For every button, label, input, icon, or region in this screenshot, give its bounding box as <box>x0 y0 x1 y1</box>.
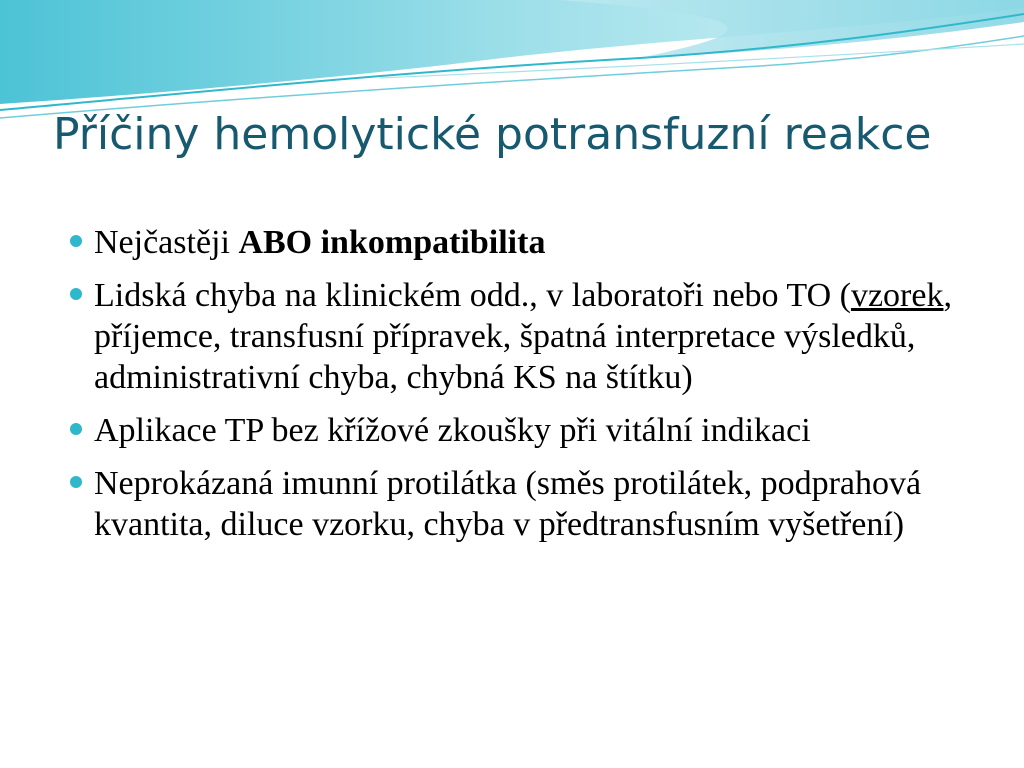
bullet-item <box>70 410 970 451</box>
bullet-list <box>70 222 970 557</box>
bullet-item <box>70 463 970 545</box>
bullet-item <box>70 275 970 398</box>
bullet-item <box>70 222 970 263</box>
bullet-text: Nejčastěji <box>94 224 239 261</box>
bullet-text: Neprokázaná imunní protilátka (směs protilátek, podprahová kvantita, diluce vzorku, chyba v předtransfusním vyšetření) <box>94 465 922 543</box>
bullet-text-bold: ABO inkompatibilita <box>238 224 546 261</box>
bullet-dot-icon <box>70 235 82 247</box>
bullet-text-underlined: vzorek <box>850 277 944 314</box>
bullet-text: Aplikace TP bez křížové zkoušky při vitální indikaci <box>94 412 811 449</box>
bullet-text: Lidská chyba na klinickém odd., v laboratoři nebo TO ( <box>94 277 851 314</box>
bullet-dot-icon <box>70 288 82 300</box>
slide-title: Příčiny hemolytické potransfuzní reakce <box>53 109 932 160</box>
bullet-dot-icon <box>70 423 82 435</box>
bullet-dot-icon <box>70 476 82 488</box>
bullet-text: , příjemce, transfusní přípravek, špatná interpretace výsledků, administrativní chyba, chybná KS na štítku) <box>94 277 952 396</box>
